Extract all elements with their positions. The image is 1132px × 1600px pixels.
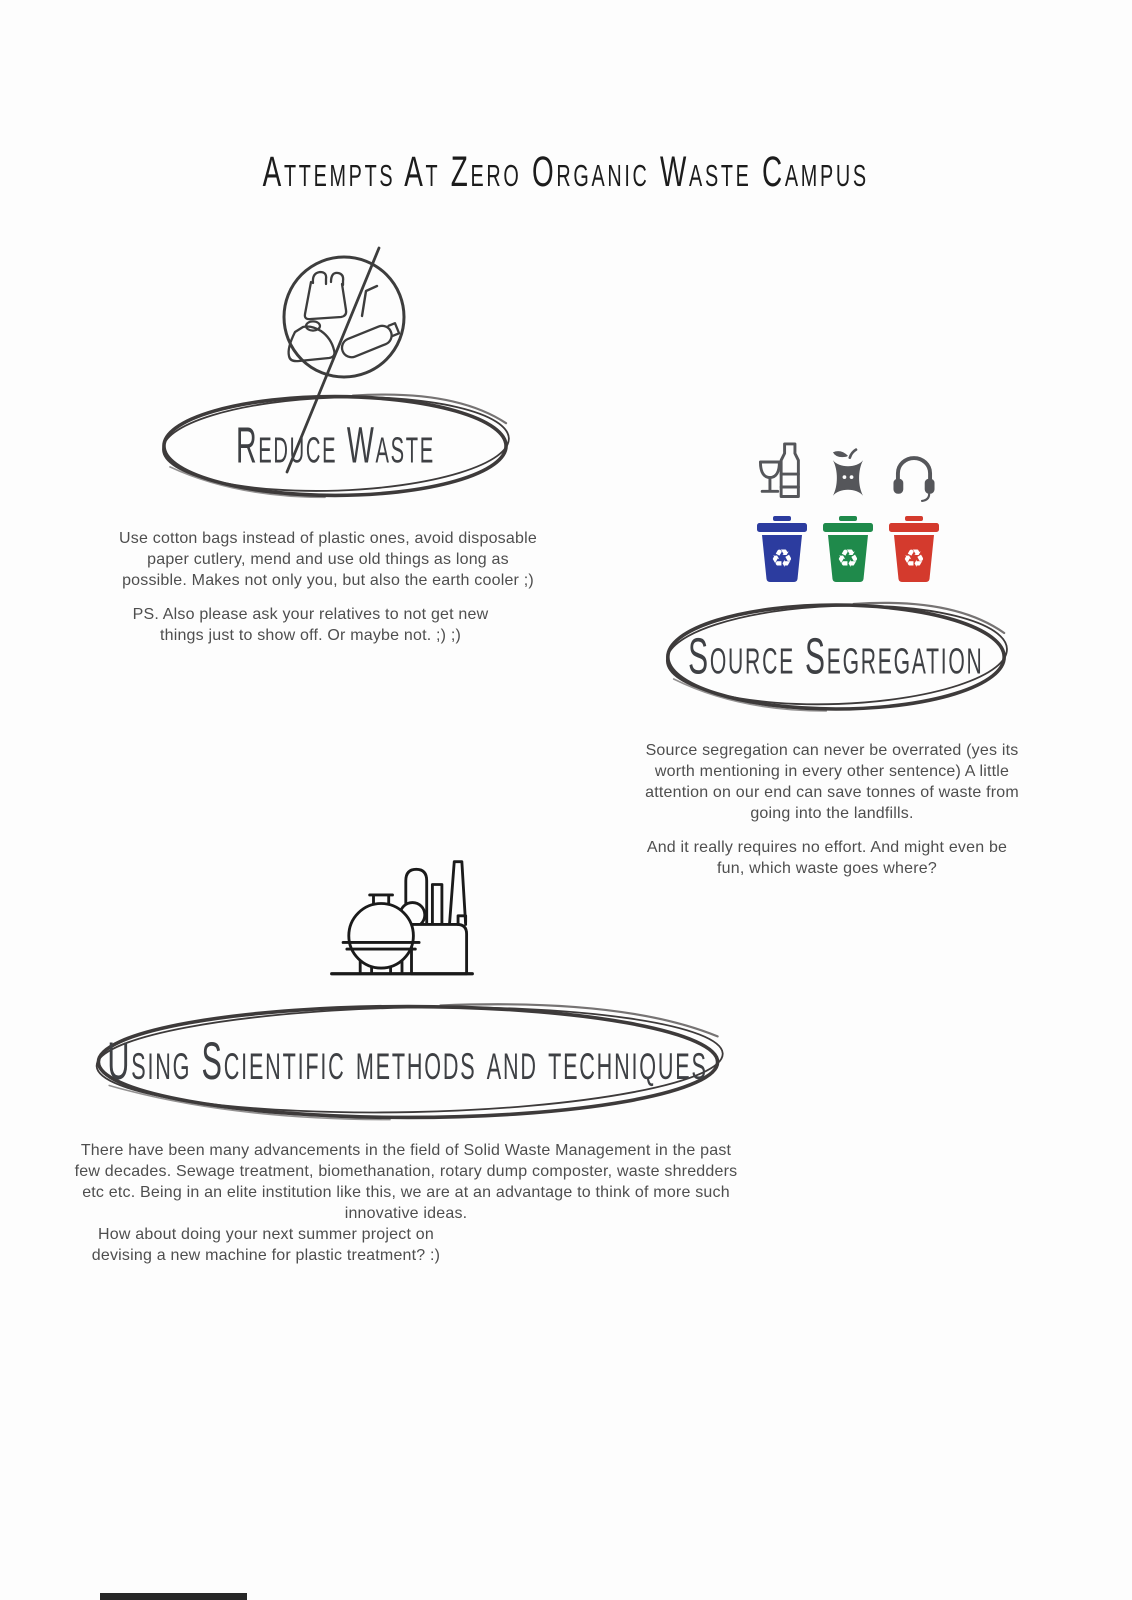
- reduce-waste-heading: Reduce Waste: [235, 416, 435, 474]
- bin-column-glass: [756, 438, 808, 582]
- headphones-icon: [889, 438, 939, 502]
- apple-core-icon: [823, 438, 873, 502]
- page-edge-mark: [100, 1593, 247, 1600]
- science-paragraph-1: There have been many advancements in the field of Solid Waste Management in the past few decades. Sewage treatment, biomethanation, rotary dump composter, waste shredders etc etc. Being in an elite institution like this, we are at an advantage to think of more such innovative ideas.: [74, 1142, 738, 1222]
- reduce-waste-paragraph: Use cotton bags instead of plastic ones, avoid disposable paper cutlery, mend and use old things as long as possible. Makes not only you, but also the earth cooler ;): [119, 530, 537, 589]
- reduce-waste-ps: PS. Also please ask your relatives to not get new things just to show off. Or maybe not. ;) ;): [132, 606, 489, 644]
- chemical-plant-icon: [326, 843, 478, 983]
- blue-recycle-bin-icon: [756, 516, 808, 582]
- reduce-waste-copy: [118, 528, 538, 646]
- scientific-methods-badge: [84, 998, 732, 1126]
- source-segregation-badge: [660, 597, 1012, 717]
- source-segregation-heading: Source Segregation: [688, 627, 984, 685]
- wine-bottle-glass-icon: [757, 438, 807, 502]
- page-title-text: Attempts At Zero Organic Waste Campus: [262, 147, 870, 196]
- bin-column-organic: [822, 438, 874, 582]
- recycle-symbol: ♻: [902, 544, 926, 573]
- recycle-symbol: ♻: [770, 544, 794, 573]
- scientific-methods-copy: [66, 1140, 746, 1266]
- segregation-bins-group: [756, 438, 940, 582]
- page-title: [0, 140, 1132, 204]
- reduce-waste-badge: [156, 389, 514, 503]
- bin-column-ewaste: [888, 438, 940, 582]
- scientific-methods-heading: Using Scientific methods and techniques: [107, 1031, 709, 1091]
- science-paragraph-2: How about doing your next summer project on devising a new machine for plastic treatment? :): [91, 1226, 441, 1264]
- source-segregation-copy: [632, 740, 1032, 879]
- green-recycle-bin-icon: [822, 516, 874, 582]
- source-paragraph-2: And it really requires no effort. And might even be fun, which waste goes where?: [646, 839, 1008, 877]
- source-paragraph-1: Source segregation can never be overrated (yes its worth mentioning in every other sentence) A little attention on our end can save tonnes of waste from going into the landfills.: [645, 742, 1019, 822]
- recycle-symbol: ♻: [836, 544, 860, 573]
- red-recycle-bin-icon: [888, 516, 940, 582]
